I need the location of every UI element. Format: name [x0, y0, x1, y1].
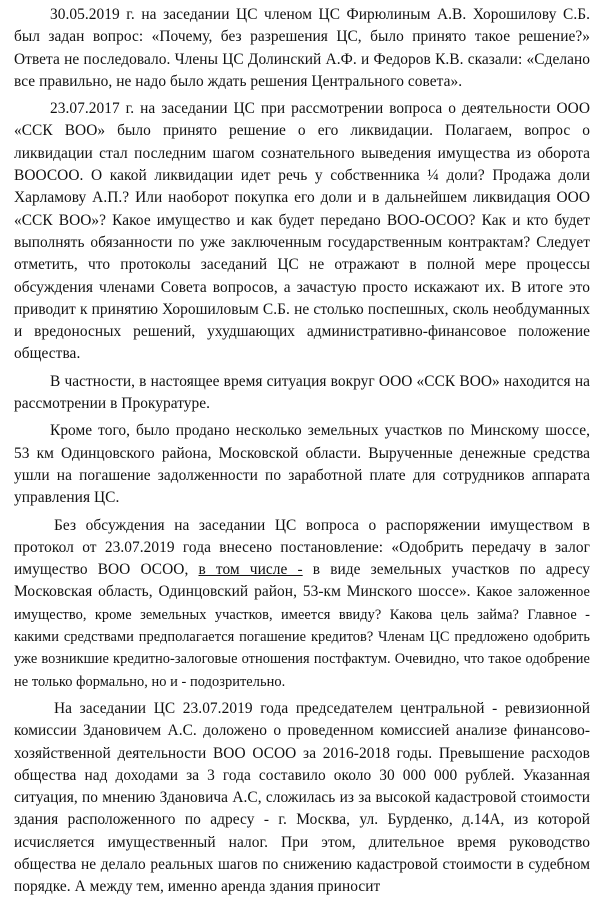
- paragraph-5-part-c: Какое заложенное имущество, кроме земельных участков, имеется ввиду? Какова цель займа? Главное - какими средствами предполагается погашение кредитов? Членам ЦС предложено одобрить уже возникшие кредитно-залоговые отношения постфактум. Очевидно, что такое одобрение не только формально, но и - подозрительно.: [14, 584, 590, 690]
- paragraph-5: [14, 515, 590, 693]
- paragraph-5-part-b: в виде земельных участков по адресу Московская область, Одинцовский район, 53-км Минского шоссе».: [14, 561, 590, 601]
- paragraph-1: 30.05.2019 г. на заседании ЦС членом ЦС Фирюлиным А.В. Хорошилову С.Б. был задан вопрос: «Почему, без разрешения ЦС, было принято такое решение?» Ответа не последовало. Члены ЦС Долинский А.Ф. и Федоров К.В. сказали: «Сделано все правильно, не надо было ждать решения Центрального совета».: [14, 6, 590, 90]
- paragraph-4: Кроме того, было продано несколько земельных участков по Минскому шоссе, 53 км Одинцовского района, Московской области. Вырученные денежные средства ушли на погашение задолженности по заработной плате для сотрудников аппарата управления ЦС.: [14, 422, 590, 507]
- paragraph-5-underlined: в том числе -: [198, 561, 303, 579]
- paragraph-6: На заседании ЦС 23.07.2019 года председателем центральной - ревизионной комиссии Здановичем А.С. доложено о проведенном комиссией анализе финансово-хозяйственной деятельности ВОО ОСОО за 2016-2018 годы. Превышение расходов общества над доходами за 3 года составило около 30 000 000 рублей. Указанная ситуация, по мнению Здановича А.С, сложилась из за высокой кадастровой стоимости здания расположенного по адресу - г. Москва, ул. Бурденко, д.14А, из которой исчисляется имущественный налог. При этом, длительное время руководство общества не делало реальных шагов по снижению кадастровой стоимости в судебном порядке. А между тем, именно аренда здания приносит: [14, 699, 590, 896]
- paragraph-2: 23.07.2017 г. на заседании ЦС при рассмотрении вопроса о деятельности ООО «ССК ВОО» было принято решение о его ликвидации. Полагаем, вопрос о ликвидации стал последним шагом сознательного выведения имущества из оборота ВООСОО. О какой ликвидации идет речь у собственника ¼ доли? Продажа доли Харламову А.П.? Или наоборот покупка его доли и в дальнейшем ликвидация ООО «ССК ВОО»? Какое имущество и как будет передано ВОО-ОСОО? Как и кто будет выполнять обязанности по уже заключенным государственным контрактам? Следует отметить, что протоколы заседаний ЦС не отражают в полной мере процессы обсуждения членами Совета вопросов, а зачастую просто искажают их. В итоге это приводит к принятию Хорошиловым С.Б. не столько поспешных, сколь необдуманных и вредоносных решений, ухудшающих административно-финансовое положение общества.: [14, 100, 590, 363]
- paragraph-3: В частности, в настоящее время ситуация вокруг ООО «ССК ВОО» находится на рассмотрении в Прокуратуре.: [14, 372, 590, 413]
- paragraph-5-part-a: Без обсуждения на заседании ЦС вопроса о распоряжении имуществом в протокол от 23.07.2019 года внесено постановление: «Одобрить передачу в залог имущество ВОО ОСОО,: [14, 516, 590, 579]
